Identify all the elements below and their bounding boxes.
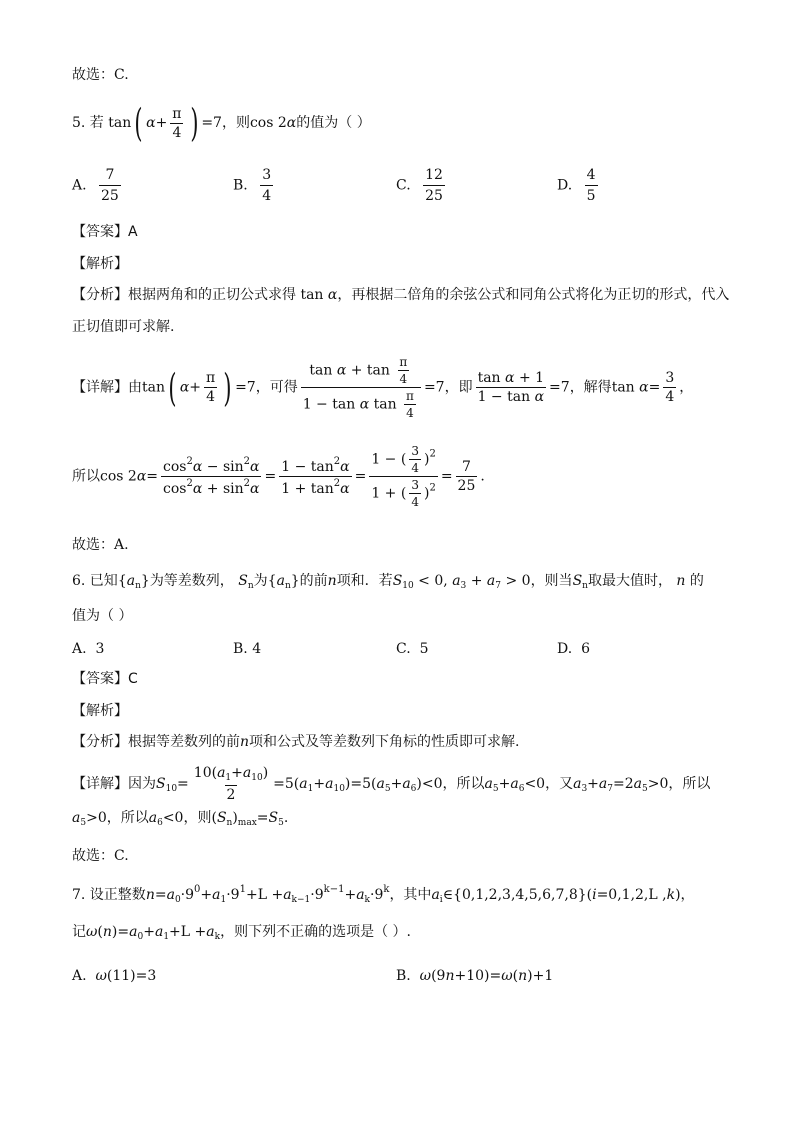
q6-stem-line1: 6. 已知$\{a_n\}$为等差数列， $S_n$为$\{a_n\}$的前n项和．若$S_{10} < 0$, $a_3 + a_7 > 0$，则当$S_n$取最大值时， n 的 (72, 573, 704, 591)
q5-formula-tan: tan( α+ $\frac{\pi}{4}$ ) =7 (108, 101, 222, 145)
q6-stem-line2: 值为（ ） (72, 608, 133, 624)
q6-detail-line2: $a_5>0$，所以$a_6<0$，则$(S_n)_{max}=S_5$. (72, 810, 289, 828)
q5-option-a: A. $\frac{7}{25}$ (72, 167, 119, 204)
q5-option-d: D. $\frac{4}{5}$ (557, 167, 596, 204)
q5-detail-line: 【详解】由tan( α+ $\frac{\pi}{4}$ ) =7，可得 tan α + tan $\frac{\pi}{4}$ 1 − tan α tan $\frac{\pi}{4}$ =7，即 $\frac{\text{tan α + 1}}{\text{1 − tan α}}$ =7，解得tan α= $\frac{3}{4}$ ， (72, 355, 694, 420)
q5-option-b: B. $\frac{3}{4}$ (233, 167, 272, 204)
q5-formula-cos: cos 2α (249, 115, 297, 131)
q4-answer-line: 故选：C. (72, 67, 129, 83)
q5-detail-so-line: 所以cos 2α= $\frac{\cos^2\alpha - \sin^2\alpha}{\cos^2\alpha + \sin^2\alpha}$ = $\frac{1 - \tan^2\alpha}{1 + \tan^2\alpha}$ = 1 − ( $\frac{3}{4}$ )$^2$ 1 + ( $\frac{3}{4}$ )$^2$ = $\frac{7}{25}$ . (72, 444, 485, 509)
q7-option-b: B. ω(9n+10)=ω(n)+1 (396, 968, 554, 984)
q6-option-b: B. 4 (233, 641, 262, 657)
q6-option-d: D. 6 (557, 641, 591, 657)
q6-option-c: C. 5 (396, 641, 429, 657)
q5-final: 故选：A. (72, 537, 129, 553)
q5-analysis-title: 【解析】 (72, 256, 128, 272)
q7-option-a: A. ω(11)=3 (72, 968, 157, 984)
q7-stem-line2: 记$\omega(n)=a_0+a_1+L +a_k$，则下列不正确的选项是（ ）. (72, 924, 411, 942)
q5-analysis-line1: 【分析】根据两角和的正切公式求得 tan α，再根据二倍角的余弦公式和同角公式将化为正切的形式，代入 (72, 287, 730, 303)
q5-answer: 【答案】A (72, 224, 138, 240)
q6-detail-line1: 【详解】因为$S_{10}=$ $\frac{10(a_1+a_{10})}{2}$ $=5(a_1+a_{10})=5(a_5+a_6)<0$，所以$a_5+a_6<0$，又$a_3+a_7=2a_5>0$，所以 (72, 765, 711, 803)
q7-stem-line1: 7. 设正整数$n=a_0\cdot 9^0+a_1\cdot 9^1+L +a_{k-1}\cdot 9^{k-1}+a_k\cdot 9^k$，其中$a_i\in\{0,1,2,3,4,5,6,7,8\}(i=0,1,2,L$ ,k)， (72, 884, 695, 905)
q5-stem-end: 的值为（ ） (296, 115, 371, 131)
q6-option-a: A. 3 (72, 641, 105, 657)
q5-analysis-line2: 正切值即可求解. (72, 319, 175, 335)
q5-stem-prefix: 5. 若 (72, 115, 104, 131)
q6-answer: 【答案】C (72, 671, 138, 687)
q6-analysis-line: 【分析】根据等差数列的前n项和公式及等差数列下角标的性质即可求解. (72, 734, 520, 750)
q5-stem-suffix: ，则 (221, 115, 250, 131)
q5-stem (72, 101, 371, 145)
q6-analysis-title: 【解析】 (72, 703, 128, 719)
q6-final: 故选：C. (72, 848, 129, 864)
q5-option-c: C. $\frac{12}{25}$ (396, 167, 443, 204)
